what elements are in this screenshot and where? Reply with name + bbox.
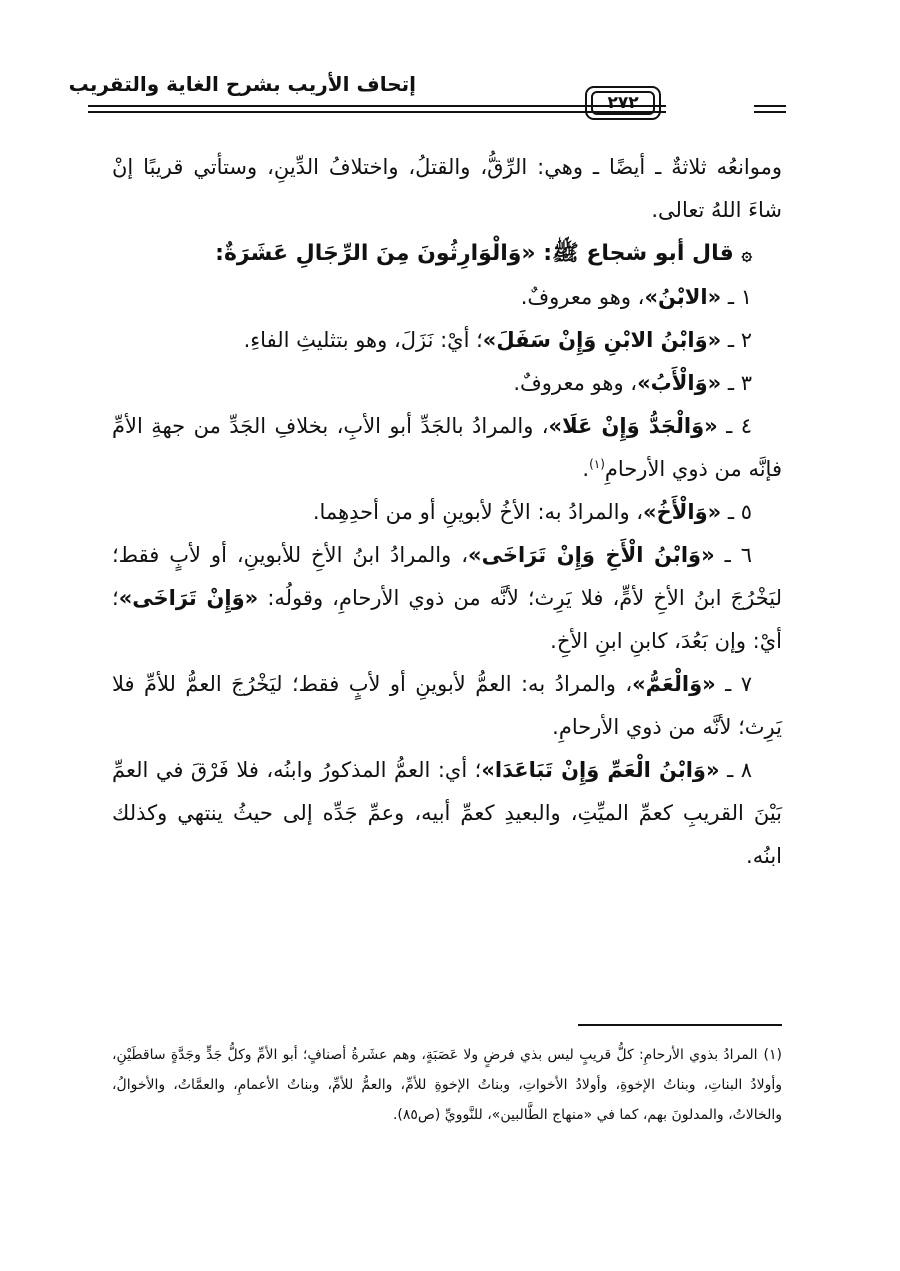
item-number: ٨ ـ — [727, 758, 753, 782]
item-quote: «وَابْنُ الابْنِ وَإِنْ سَفَلَ» — [482, 328, 722, 352]
item-quote-secondary: «وَإِنْ تَرَاخَى» — [118, 586, 259, 610]
item-quote: «وَالْعَمُّ» — [632, 672, 716, 696]
flower-ornament-icon: ۞ — [741, 244, 752, 265]
footnote — [112, 1040, 782, 1130]
item-number: ٦ ـ — [724, 543, 752, 567]
main-text — [112, 146, 782, 878]
footnote-text: المرادُ بذوي الأرحامِ: كلُّ قريبٍ ليس بذي فرضٍ ولا عَصَبَةٍ، وهم عشَرةُ أصنافٍ؛ أبو الأمِّ وكلُّ جَدٍّ وجَدَّةٍ ساقطَيْنِ، وأولادُ البناتِ، وبناتُ الإخوةِ، وأولادُ الأخواتِ، وبناتُ الإخوةِ للأمِّ، والعمُّ للأمِّ، وبناتُ الأعمامِ، والعمَّاتُ، والأخوالُ، والخالاتُ، والمدلونَ بهم، كما في «منهاج الطَّالبين»، للنَّوويِّ (ص٨٥). — [112, 1047, 782, 1123]
footnote-number: (١) — [763, 1047, 782, 1063]
item-quote: «وَابْنُ الْأَخِ وَإِنْ تَرَاخَى» — [468, 543, 715, 567]
header-rule-left-top — [88, 105, 666, 107]
running-header-title: إتحاف الأريب بشرح الغاية والتقريب — [68, 72, 416, 96]
header-rule-right-bottom — [754, 111, 786, 113]
list-item — [112, 749, 782, 878]
item-text: ، والمرادُ به: الأخُ لأبوينِ أو من أحدِهِما. — [312, 500, 644, 524]
item-text: ، والمرادُ ابنُ الأخِ للأبوينِ، أو لأبٍ فقط؛ ليَخْرُجَ ابنُ الأخِ لأمٍّ، فلا يَرِث؛ لأنَّه من ذوي الأرحامِ، وقولُه: — [112, 543, 782, 610]
footnote-separator — [578, 1024, 782, 1026]
item-text: ، والمرادُ به: العمُّ لأبوينِ أو لأبٍ فقط؛ ليَخْرُجَ العمُّ للأمِّ فلا يَرِث؛ لأنَّه من ذوي الأرحامِ. — [112, 672, 782, 739]
list-item — [112, 405, 782, 491]
list-item — [112, 534, 782, 663]
item-text: ، والمرادُ بالجَدِّ أبو الأبِ، بخلافِ الجَدِّ من جهةِ الأمِّ فإنَّه من ذوي الأرحامِ — [112, 414, 782, 481]
page-number-badge — [585, 86, 661, 120]
list-item — [112, 362, 782, 405]
item-number: ٥ ـ — [727, 500, 752, 524]
item-number: ٣ ـ — [727, 371, 752, 395]
list-item — [112, 319, 782, 362]
page-number: ٢٧٢ — [591, 91, 655, 115]
item-text: ، وهو معروفٌ. — [520, 285, 645, 309]
list-item — [112, 663, 782, 749]
item-number: ٧ ـ — [725, 672, 753, 696]
item-number: ١ ـ — [727, 285, 752, 309]
item-quote: «وَالْأَبُ» — [637, 371, 722, 395]
item-text: ؛ أي: العمُّ المذكورُ وابنُه، فلا فَرْقَ في العمِّ بَيْنَ القريبِ كعمِّ الميِّتِ، والبعيدِ كعمِّ أبيه، وعمِّ جَدِّه إلى حيثُ ينتهي وكذلك ابنُه. — [112, 758, 782, 868]
item-quote: «الابْنُ» — [644, 285, 722, 309]
matn-heading-quote: قال أبو شجاع ﷺ: «وَالْوَارِثُونَ مِنَ الرِّجَالِ عَشَرَةٌ: — [215, 241, 734, 266]
item-text: ، وهو معروفٌ. — [513, 371, 638, 395]
item-text-secondary: ؛ أيْ: وإن بَعُدَ، كابنِ ابنِ الأخِ. — [112, 586, 782, 653]
item-text-end: . — [582, 457, 590, 481]
item-text: ؛ أيْ: نَزَلَ، وهو بتثليثِ الفاءِ. — [243, 328, 483, 352]
item-number: ٤ ـ — [726, 414, 752, 438]
intro-paragraph: وموانعُه ثلاثةٌ ـ أيضًا ـ وهي: الرِّقُّ، والقتلُ، واختلافُ الدِّينِ، وستأتي قريبًا إنْ شاءَ اللهُ تعالى. — [112, 155, 782, 222]
item-quote: «وَالْأَخُ» — [643, 500, 722, 524]
header-rule-left-bottom — [88, 111, 666, 113]
item-quote: «وَالْجَدُّ وَإِنْ عَلَا» — [548, 414, 718, 438]
item-quote: «وَابْنُ الْعَمِّ وَإِنْ تَبَاعَدَا» — [481, 758, 720, 782]
matn-heading — [112, 232, 782, 276]
footnote-marker[interactable]: (١) — [589, 457, 605, 471]
header-rule — [88, 98, 786, 124]
item-number: ٢ ـ — [727, 328, 752, 352]
list-item — [112, 491, 782, 534]
list-item — [112, 276, 782, 319]
header-rule-right-top — [754, 105, 786, 107]
